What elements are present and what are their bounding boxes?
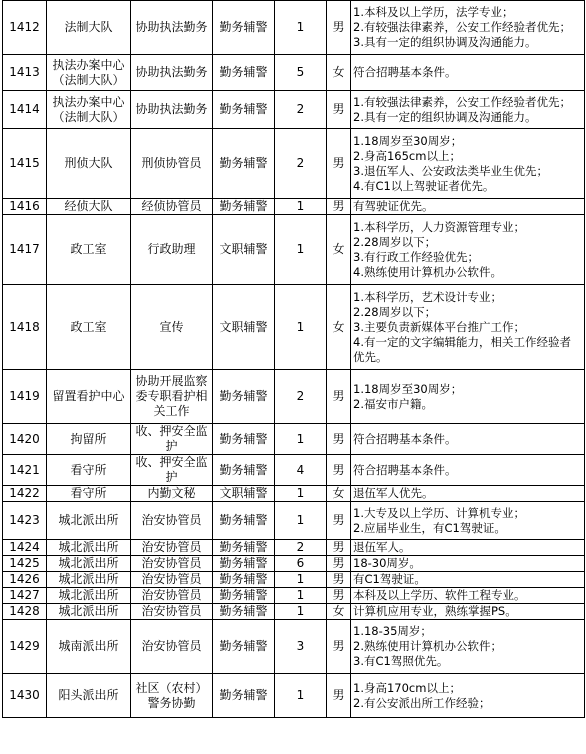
department-cell: 政工室 — [47, 215, 131, 285]
headcount-cell: 1 — [275, 199, 327, 215]
requirement-line: 2.具有一定的组织协调及沟通能力。 — [353, 109, 537, 124]
post-code-cell: 1416 — [3, 199, 47, 215]
headcount-cell: 1 — [275, 285, 327, 370]
headcount-cell: 1 — [275, 674, 327, 718]
table-row — [3, 588, 585, 604]
headcount-cell: 2 — [275, 91, 327, 129]
gender-cell: 男 — [327, 540, 351, 556]
headcount-cell: 5 — [275, 55, 327, 91]
post-code-cell: 1426 — [3, 572, 47, 588]
department-cell: 看守所 — [47, 455, 131, 486]
department-cell: 城北派出所 — [47, 588, 131, 604]
table-row — [3, 455, 585, 486]
requirement-line: 2.熟练使用计算机办公软件； — [353, 639, 502, 653]
auxiliary-type-cell: 文职辅警 — [213, 215, 275, 285]
table-row — [3, 424, 585, 455]
headcount-cell: 1 — [275, 604, 327, 620]
requirement-line: 1.18-35周岁； — [353, 624, 432, 638]
requirement-line: 3.有C1驾照优先。 — [353, 654, 449, 668]
department-cell: 执法办案中心（法制大队） — [47, 91, 131, 129]
position-cell: 治安协管员 — [131, 572, 213, 588]
gender-cell: 男 — [327, 455, 351, 486]
requirement-line: 3.主要负责新媒体平台推广工作； — [353, 319, 525, 334]
requirement-line: 4.有一定的文字编辑能力，相关工作经验者 — [353, 334, 571, 349]
table-row — [3, 556, 585, 572]
post-code-cell: 1422 — [3, 486, 47, 502]
auxiliary-type-cell: 勤务辅警 — [213, 55, 275, 91]
table-row — [3, 674, 585, 718]
auxiliary-type-cell: 勤务辅警 — [213, 199, 275, 215]
gender-cell: 女 — [327, 285, 351, 370]
requirement-line: 3.退伍军人、公安政法类毕业生优先； — [353, 163, 548, 178]
headcount-cell: 6 — [275, 556, 327, 572]
headcount-cell: 4 — [275, 455, 327, 486]
auxiliary-type-cell: 文职辅警 — [213, 285, 275, 370]
position-cell: 治安协管员 — [131, 588, 213, 604]
table-row — [3, 572, 585, 588]
table-row — [3, 129, 585, 199]
department-cell: 城南派出所 — [47, 620, 131, 674]
requirement-line: 3.有行政工作经验优先； — [353, 249, 479, 264]
gender-cell: 男 — [327, 1, 351, 55]
requirements-cell — [351, 1, 585, 55]
table-row — [3, 502, 585, 540]
auxiliary-type-cell: 勤务辅警 — [213, 129, 275, 199]
department-cell: 城北派出所 — [47, 540, 131, 556]
post-code-cell: 1428 — [3, 604, 47, 620]
department-cell: 留置看护中心 — [47, 370, 131, 424]
requirements-cell — [351, 540, 585, 556]
auxiliary-type-cell: 勤务辅警 — [213, 1, 275, 55]
requirement-line: 1.本科学历，人力资源管理专业； — [353, 219, 525, 234]
position-cell: 内勤文秘 — [131, 486, 213, 502]
requirement-line: 4.有C1以上驾驶证者优先。 — [353, 178, 495, 193]
requirement-line: 1.大专及以上学历、计算机专业； — [353, 505, 525, 520]
table-row — [3, 215, 585, 285]
requirements-cell — [351, 674, 585, 718]
position-cell: 社区（农村）警务协勤 — [131, 674, 213, 718]
auxiliary-type-cell: 勤务辅警 — [213, 424, 275, 455]
requirements-cell — [351, 215, 585, 285]
auxiliary-type-cell: 勤务辅警 — [213, 91, 275, 129]
post-code-cell: 1418 — [3, 285, 47, 370]
gender-cell: 女 — [327, 604, 351, 620]
gender-cell: 男 — [327, 91, 351, 129]
requirement-line: 4.熟练使用计算机办公软件。 — [353, 264, 502, 279]
department-cell: 阳头派出所 — [47, 674, 131, 718]
post-code-cell: 1427 — [3, 588, 47, 604]
department-cell: 城北派出所 — [47, 572, 131, 588]
gender-cell: 男 — [327, 588, 351, 604]
post-code-cell: 1423 — [3, 502, 47, 540]
requirement-line: 退伍军人。 — [353, 540, 411, 554]
gender-cell: 男 — [327, 424, 351, 455]
requirement-line: 2.身高165cm以上； — [353, 148, 461, 163]
department-cell: 城北派出所 — [47, 604, 131, 620]
requirements-cell — [351, 572, 585, 588]
gender-cell: 男 — [327, 370, 351, 424]
auxiliary-type-cell: 勤务辅警 — [213, 572, 275, 588]
requirement-line: 2.福安市户籍。 — [353, 396, 433, 411]
requirements-cell — [351, 620, 585, 674]
headcount-cell: 1 — [275, 1, 327, 55]
requirements-cell — [351, 55, 585, 91]
requirement-line: 1.18周岁至30周岁； — [353, 133, 463, 148]
requirement-line: 2.28周岁以下； — [353, 234, 437, 249]
table-row — [3, 604, 585, 620]
headcount-cell: 2 — [275, 129, 327, 199]
post-code-cell: 1421 — [3, 455, 47, 486]
position-cell: 宣传 — [131, 285, 213, 370]
post-code-cell: 1415 — [3, 129, 47, 199]
department-cell: 政工室 — [47, 285, 131, 370]
department-cell: 执法办案中心（法制大队） — [47, 55, 131, 91]
headcount-cell: 2 — [275, 540, 327, 556]
post-code-cell: 1419 — [3, 370, 47, 424]
gender-cell: 男 — [327, 674, 351, 718]
requirements-cell — [351, 285, 585, 370]
position-cell: 治安协管员 — [131, 604, 213, 620]
requirement-line: 1.本科及以上学历，法学专业； — [353, 5, 514, 19]
gender-cell: 男 — [327, 556, 351, 572]
recruitment-table — [2, 0, 585, 718]
post-code-cell: 1420 — [3, 424, 47, 455]
table-row — [3, 1, 585, 55]
position-cell: 行政助理 — [131, 215, 213, 285]
requirement-line: 1.身高170cm以上； — [353, 680, 461, 695]
gender-cell: 男 — [327, 199, 351, 215]
headcount-cell: 3 — [275, 620, 327, 674]
requirement-line: 2.有较强法律素养，公安工作经验者优先； — [353, 20, 571, 34]
requirements-cell — [351, 129, 585, 199]
headcount-cell: 1 — [275, 588, 327, 604]
requirements-cell — [351, 199, 585, 215]
requirements-cell — [351, 91, 585, 129]
gender-cell: 男 — [327, 502, 351, 540]
gender-cell: 女 — [327, 55, 351, 91]
requirement-line: 18-30周岁。 — [353, 556, 421, 570]
position-cell: 协助执法勤务 — [131, 91, 213, 129]
requirements-cell — [351, 556, 585, 572]
auxiliary-type-cell: 文职辅警 — [213, 486, 275, 502]
department-cell: 刑侦大队 — [47, 129, 131, 199]
headcount-cell: 1 — [275, 502, 327, 540]
position-cell: 治安协管员 — [131, 502, 213, 540]
position-cell: 治安协管员 — [131, 620, 213, 674]
position-cell: 协助执法勤务 — [131, 1, 213, 55]
auxiliary-type-cell: 勤务辅警 — [213, 620, 275, 674]
requirement-line: 1.18周岁至30周岁； — [353, 381, 463, 396]
table-row — [3, 199, 585, 215]
requirements-cell — [351, 424, 585, 455]
requirement-line: 优先。 — [353, 349, 388, 364]
headcount-cell: 1 — [275, 424, 327, 455]
requirement-line: 退伍军人优先。 — [353, 486, 434, 500]
position-cell: 刑侦协管员 — [131, 129, 213, 199]
department-cell: 城北派出所 — [47, 556, 131, 572]
department-cell: 法制大队 — [47, 1, 131, 55]
department-cell: 经侦大队 — [47, 199, 131, 215]
table-body — [3, 1, 585, 718]
requirement-line: 计算机应用专业，熟练掌握PS。 — [353, 604, 517, 618]
position-cell: 收、押安全监护 — [131, 424, 213, 455]
auxiliary-type-cell: 勤务辅警 — [213, 502, 275, 540]
auxiliary-type-cell: 勤务辅警 — [213, 540, 275, 556]
gender-cell: 男 — [327, 129, 351, 199]
table-row — [3, 540, 585, 556]
requirement-line: 本科及以上学历、软件工程专业。 — [353, 588, 526, 602]
post-code-cell: 1413 — [3, 55, 47, 91]
post-code-cell: 1430 — [3, 674, 47, 718]
position-cell: 收、押安全监护 — [131, 455, 213, 486]
position-cell: 经侦协管员 — [131, 199, 213, 215]
auxiliary-type-cell: 勤务辅警 — [213, 556, 275, 572]
department-cell: 拘留所 — [47, 424, 131, 455]
requirements-cell — [351, 502, 585, 540]
requirement-line: 有C1驾驶证。 — [353, 572, 426, 586]
post-code-cell: 1417 — [3, 215, 47, 285]
table-row — [3, 620, 585, 674]
requirement-line: 2.28周岁以下； — [353, 304, 437, 319]
position-cell: 治安协管员 — [131, 540, 213, 556]
requirement-line: 有驾驶证优先。 — [353, 199, 434, 213]
post-code-cell: 1429 — [3, 620, 47, 674]
requirements-cell — [351, 486, 585, 502]
gender-cell: 男 — [327, 620, 351, 674]
requirements-cell — [351, 370, 585, 424]
headcount-cell: 1 — [275, 215, 327, 285]
position-cell: 协助开展监察委专职看护相关工作 — [131, 370, 213, 424]
requirement-line: 2.应届毕业生，有C1驾驶证。 — [353, 520, 506, 535]
table-row — [3, 285, 585, 370]
department-cell: 城北派出所 — [47, 502, 131, 540]
auxiliary-type-cell: 勤务辅警 — [213, 370, 275, 424]
requirements-cell — [351, 604, 585, 620]
department-cell: 看守所 — [47, 486, 131, 502]
requirement-line: 1.有较强法律素养，公安工作经验者优先； — [353, 94, 571, 109]
table-row — [3, 91, 585, 129]
requirement-line: 符合招聘基本条件。 — [353, 431, 457, 446]
post-code-cell: 1412 — [3, 1, 47, 55]
table-row — [3, 55, 585, 91]
auxiliary-type-cell: 勤务辅警 — [213, 588, 275, 604]
requirement-line: 1.本科学历，艺术设计专业； — [353, 289, 502, 304]
gender-cell: 女 — [327, 215, 351, 285]
table-row — [3, 370, 585, 424]
requirements-cell — [351, 455, 585, 486]
requirement-line: 符合招聘基本条件。 — [353, 462, 457, 477]
headcount-cell: 1 — [275, 486, 327, 502]
position-cell: 治安协管员 — [131, 556, 213, 572]
auxiliary-type-cell: 勤务辅警 — [213, 674, 275, 718]
requirement-line: 2.有公安派出所工作经验； — [353, 695, 491, 710]
requirement-line: 3.具有一定的组织协调及沟通能力。 — [353, 35, 537, 49]
auxiliary-type-cell: 勤务辅警 — [213, 455, 275, 486]
gender-cell: 女 — [327, 486, 351, 502]
auxiliary-type-cell: 勤务辅警 — [213, 604, 275, 620]
position-cell: 协助执法勤务 — [131, 55, 213, 91]
gender-cell: 男 — [327, 572, 351, 588]
headcount-cell: 1 — [275, 572, 327, 588]
requirement-line: 符合招聘基本条件。 — [353, 65, 457, 79]
post-code-cell: 1425 — [3, 556, 47, 572]
post-code-cell: 1414 — [3, 91, 47, 129]
post-code-cell: 1424 — [3, 540, 47, 556]
requirements-cell — [351, 588, 585, 604]
table-row — [3, 486, 585, 502]
headcount-cell: 2 — [275, 370, 327, 424]
